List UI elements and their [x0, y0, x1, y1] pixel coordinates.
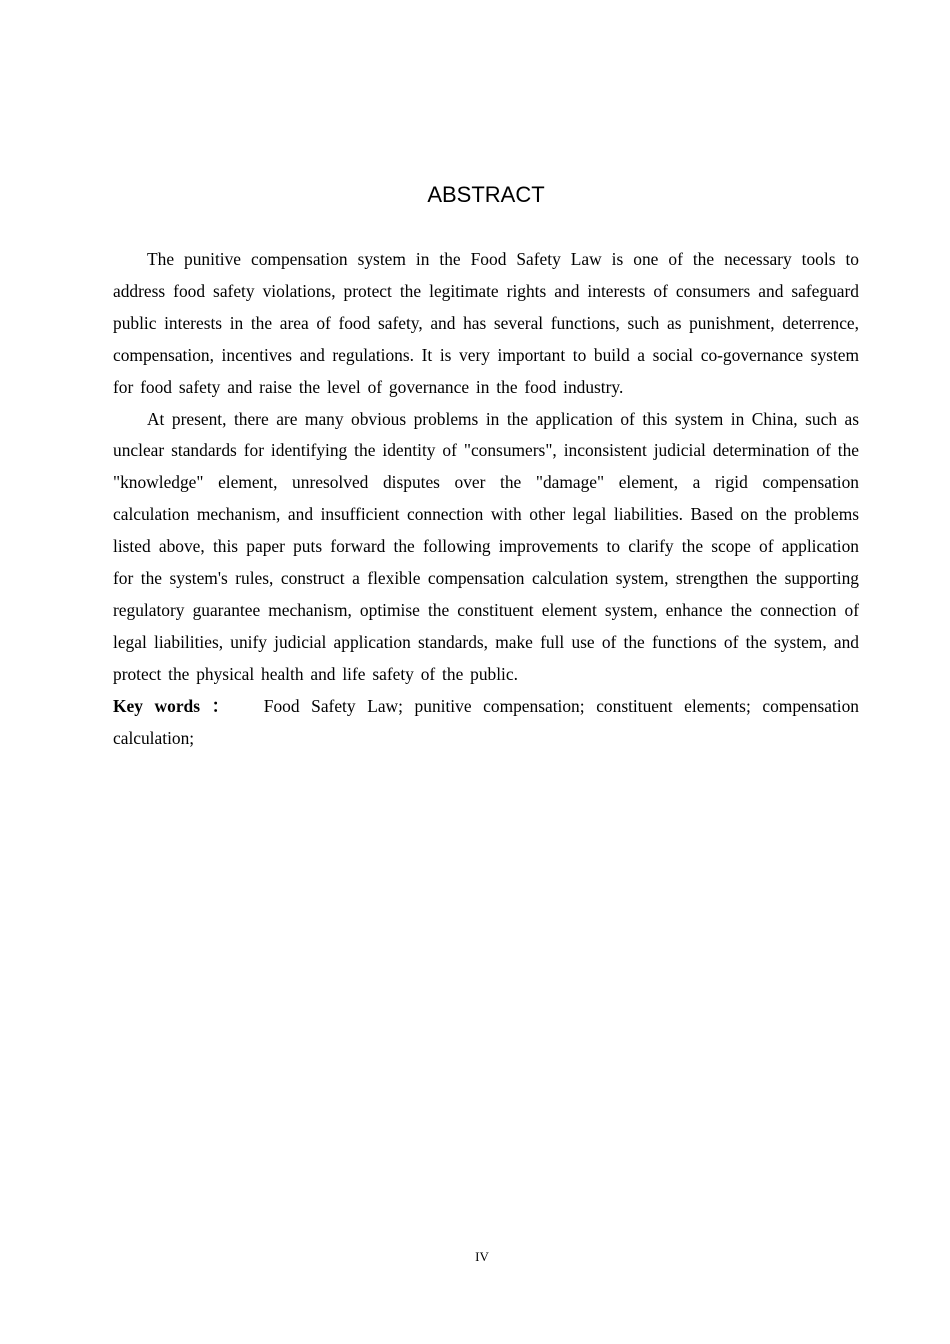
keywords-separator: ：: [211, 695, 234, 716]
abstract-paragraph-2: At present, there are many obvious problems in the application of this system in China, such as unclear standards for identifying the identity of "consumers", inconsistent judicial determination of the "knowledge" element, unresolved disputes over the "damage" element, a rigid compensation calculation mechanism, and insufficient connection with other legal liabilities. Based on the problems listed above, this paper puts forward the following improvements to clarify the scope of application for the system's rules, construct a flexible compensation calculation system, strengthen the supporting regulatory guarantee mechanism, optimise the constituent element system, enhance the connection of legal liabilities, unify judicial application standards, make full use of the functions of the system, and protect the physical health and life safety of the public.: [113, 408, 859, 684]
abstract-body: [113, 244, 859, 755]
abstract-title: ABSTRACT: [427, 182, 545, 207]
page-number: IV: [475, 1249, 489, 1264]
keywords-line: [113, 691, 859, 755]
keywords-text: Food Safety Law; punitive compensation; constituent elements; compensation calculation;: [113, 695, 859, 748]
abstract-paragraph-1: The punitive compensation system in the Food Safety Law is one of the necessary tools to address food safety violations, protect the legitimate rights and interests of consumers and safeguard public interests in the area of food safety, and has several functions, such as punishment, deterrence, compensation, incentives and regulations. It is very important to build a social co-governance system for food safety and raise the level of governance in the food industry.: [113, 249, 859, 397]
keywords-label: Key words: [113, 695, 200, 716]
